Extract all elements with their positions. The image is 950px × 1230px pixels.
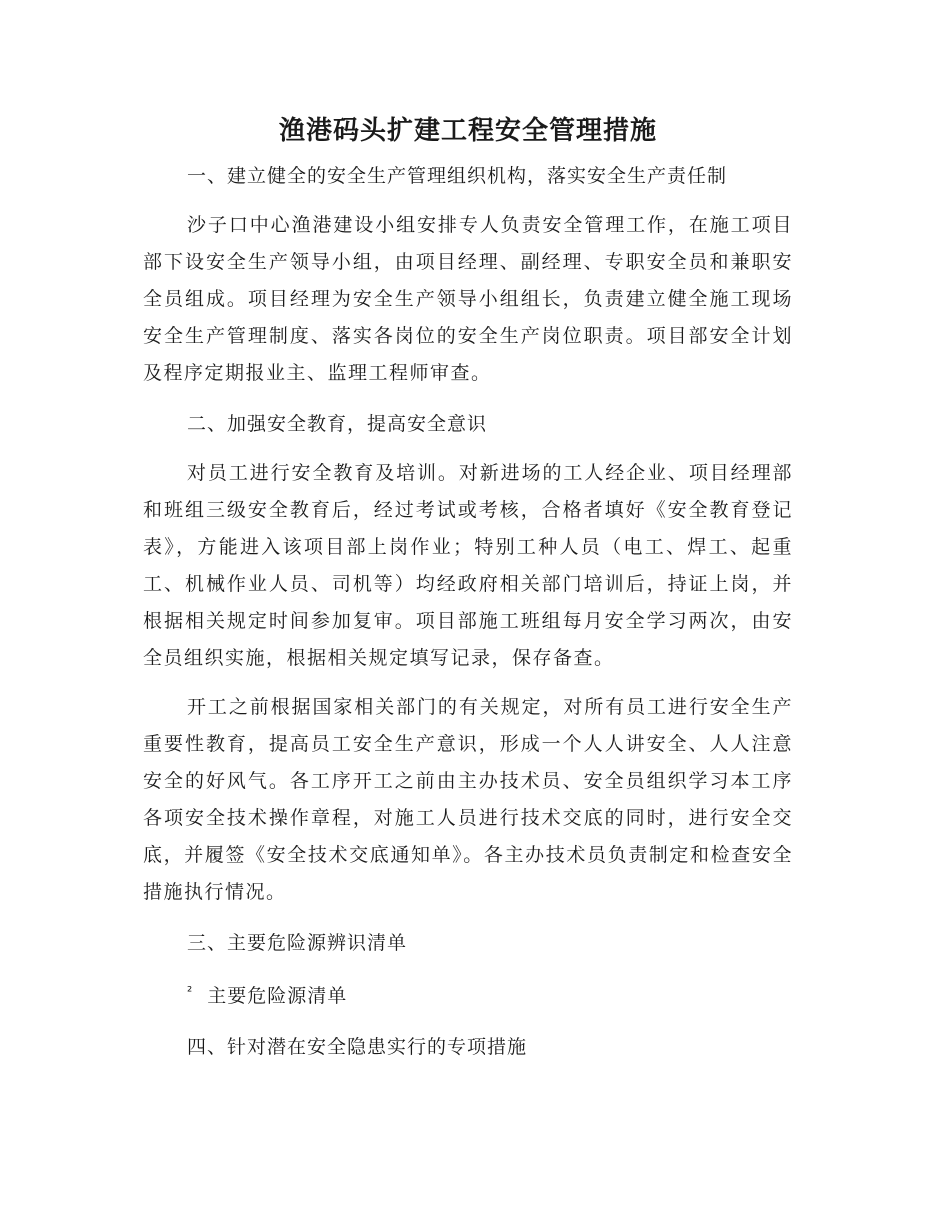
bullet-marker: ² bbox=[187, 985, 194, 1000]
document-title: 渔港码头扩建工程安全管理措施 bbox=[278, 116, 657, 146]
section-heading-3: 三、主要危险源辨识清单 bbox=[187, 932, 408, 954]
section-heading-1: 一、建立健全的安全生产管理组织机构，落实安全生产责任制 bbox=[187, 165, 728, 187]
section-2-paragraph-1: 对员工进行安全教育及培训。对新进场的工人经企业、项目经理部和班组三级安全教育后，经过考试或考核，合格者填好《安全教育登记表》，方能进入该项目部上岗作业；特别工种人员（电工、焊工、起重工、机械作业人员、司机等）均经政府相关部门培训后，持证上岗，并根据相关规定时间参加复审。项目部施工班组每月安全学习两次，由安全员组织实施，根据相关规定填写记录，保存备查。 bbox=[143, 462, 793, 669]
section-heading-4: 四、针对潜在安全隐患实行的专项措施 bbox=[187, 1036, 528, 1058]
document-page bbox=[143, 108, 793, 1066]
bullet-item-text: 主要危险源清单 bbox=[207, 985, 348, 1007]
section-1-paragraph-1: 沙子口中心渔港建设小组安排专人负责安全管理工作，在施工项目部下设安全生产领导小组，由项目经理、副经理、专职安全员和兼职安全员组成。项目经理为安全生产领导小组组长，负责建立健全施工现场安全生产管理制度、落实各岗位的安全生产岗位职责。项目部安全计划及程序定期报业主、监理工程师审查。 bbox=[143, 214, 793, 384]
section-2-paragraph-2: 开工之前根据国家相关部门的有关规定，对所有员工进行安全生产重要性教育，提高员工安全生产意识，形成一个人人讲安全、人人注意安全的好风气。各工序开工之前由主办技术员、安全员组织学习本工序各项安全技术操作章程，对施工人员进行技术交底的同时，进行安全交底，并履签《安全技术交底通知单》。各主办技术员负责制定和检查安全措施执行情况。 bbox=[143, 696, 793, 903]
section-heading-2: 二、加强安全教育，提高安全意识 bbox=[187, 413, 488, 435]
bullet-item-hazard-list bbox=[143, 974, 793, 1015]
